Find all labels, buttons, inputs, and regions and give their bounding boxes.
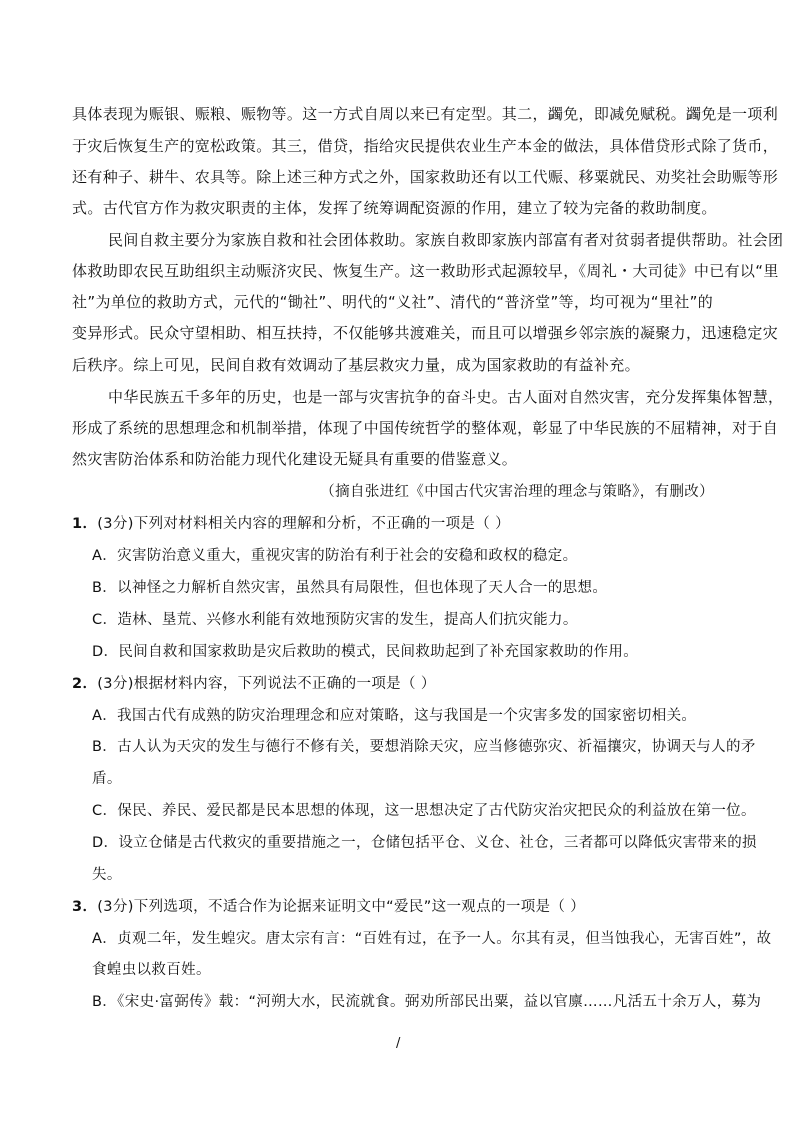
option-a-continued: 食蝗虫以救百姓。 xyxy=(92,962,211,978)
option-b: B．《宋史·富弼传》载：“河朔大水，民流就食。弼劝所部民出粟，益以官廪……凡活五十余万人，募为 xyxy=(92,994,762,1010)
page-marker: / xyxy=(396,1036,401,1051)
option-c: C．造林、垦荒、兴修水利能有效地预防灾害的发生，提高人们抗灾能力。 xyxy=(92,612,578,628)
question-stem xyxy=(72,674,436,694)
question-text: (3分)下列选项，不适合作为论据来证明文中“爱民”这一观点的一项是（ ） xyxy=(97,899,586,915)
passage-line: 变异形式。民众守望相助、相互扶持，不仅能够共渡难关，而且可以增强乡邻宗族的凝聚力，迅速稳定灾 xyxy=(72,324,779,342)
question-number: 3． xyxy=(72,899,98,915)
option-b: B．古人认为天灾的发生与德行不修有关，要想消除天灾，应当修德弥灾、祈福攘灾，协调天与人的矛 xyxy=(92,739,756,755)
question-text: (3分)下列对材料相关内容的理解和分析，不正确的一项是（ ） xyxy=(97,516,510,532)
passage-line: 然灾害防治体系和防治能力现代化建设无疑具有重要的借鉴意义。 xyxy=(72,450,518,468)
option-a: A．我国古代有成熟的防灾治理理念和应对策略，这与我国是一个灾害多发的国家密切相关。 xyxy=(92,708,697,724)
question-number: 1． xyxy=(72,516,98,532)
question-stem xyxy=(72,514,510,534)
option-b-continued: 盾。 xyxy=(92,771,122,787)
passage-line: 形成了系统的思想理念和机制举措，体现了中国传统哲学的整体观，彰显了中华民族的不屈精神，对于自 xyxy=(72,419,779,437)
passage-line: 社”为单位的救助方式，元代的“锄社”、明代的“义社”、清代的“普济堂”等，均可视为“里社”的 xyxy=(72,293,714,311)
passage-line: 体救助即农民互助组织主动赈济灾民、恢复生产。这一救助形式起源较早，《周礼・大司徒》中已有以“里 xyxy=(72,262,779,280)
question-number: 2． xyxy=(72,676,98,692)
option-a: A．贞观二年，发生蝗灾。唐太宗有言：“百姓有过，在予一人。尔其有灵，但当蚀我心，无害百姓”，故 xyxy=(92,931,772,947)
option-a: A．灾害防治意义重大，重视灾害的防治有利于社会的安稳和政权的稳定。 xyxy=(92,548,578,564)
question-stem xyxy=(72,897,585,917)
option-d: D．民间自救和国家救助是灾后救助的模式，民间救助起到了补充国家救助的作用。 xyxy=(92,644,639,660)
option-d-continued: 失。 xyxy=(92,867,122,883)
passage-line: 后秩序。综上可见，民间自救有效调动了基层救灾力量，成为国家救助的有益补充。 xyxy=(72,356,640,374)
passage-line: 式。古代官方作为救灾职责的主体，发挥了统筹调配资源的作用，建立了较为完备的救助制度。 xyxy=(72,199,717,217)
passage-line: 具体表现为赈银、赈粮、赈物等。这一方式自周以来已有定型。其二，蠲免，即减免赋税。蠲免是一项利 xyxy=(72,105,779,123)
question-text: (3分)根据材料内容，下列说法不正确的一项是（ ） xyxy=(97,676,436,692)
option-d: D．设立仓储是古代救灾的重要措施之一，仓储包括平仓、义仓、社仓，三者都可以降低灾害带来的损 xyxy=(92,835,757,851)
passage-line: 还有种子、耕牛、农具等。除上述三种方式之外，国家救助还有以工代赈、移粟就民、劝奖社会助赈等形 xyxy=(72,168,779,186)
option-b: B．以神怪之力解析自然灾害，虽然具有局限性，但也体现了天人合一的思想。 xyxy=(92,580,608,596)
source-attribution: （摘自张进红《中国古代灾害治理的理念与策略》，有删改） xyxy=(320,484,714,500)
passage-line: 民间自救主要分为家族自救和社会团体救助。家族自救即家族内部富有者对贫弱者提供帮助。社会团 xyxy=(108,231,784,249)
option-c: C．保民、养民、爱民都是民本思想的体现，这一思想决定了古代防灾治灾把民众的利益放在第一位。 xyxy=(92,803,756,819)
passage-line: 于灾后恢复生产的宽松政策。其三，借贷，指给灾民提供农业生产本金的做法，具体借贷形式除了货币， xyxy=(72,137,779,155)
passage-line: 中华民族五千多年的历史，也是一部与灾害抗争的奋斗史。古人面对自然灾害，充分发挥集体智慧， xyxy=(108,388,784,406)
